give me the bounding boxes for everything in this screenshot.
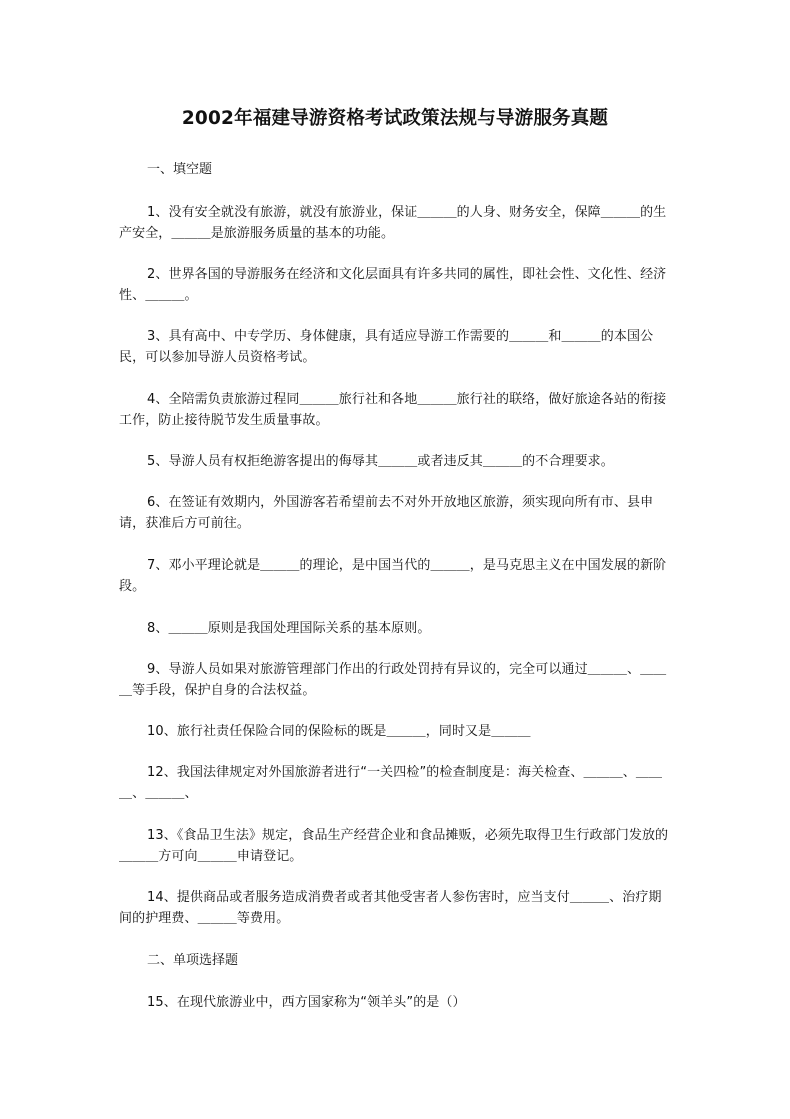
section-heading-fill-blank: 一、填空题: [147, 162, 213, 177]
question-7: 7、邓小平理论就是＿＿＿的理论，是中国当代的＿＿＿，是马克思主义在中国发展的新阶段。: [119, 558, 667, 594]
section-heading-single-choice: 二、单项选择题: [147, 953, 239, 968]
question-4: 4、全陪需负责旅游过程同＿＿＿旅行社和各地＿＿＿旅行社的联络，做好旅途各站的衔接工作，防止接待脱节发生质量事故。: [119, 392, 667, 428]
question-9: 9、导游人员如果对旅游管理部门作出的行政处罚持有异议的，完全可以通过＿＿＿、＿＿＿等手段，保护自身的合法权益。: [119, 662, 667, 698]
question-5: 5、导游人员有权拒绝游客提出的侮辱其＿＿＿或者违反其＿＿＿的不合理要求。: [147, 454, 614, 469]
question-10: 10、旅行社责任保险合同的保险标的既是＿＿＿，同时又是＿＿＿: [147, 724, 531, 739]
page-title: 2002年福建导游资格考试政策法规与导游服务真题: [181, 108, 609, 129]
question-6: 6、在签证有效期内，外国游客若希望前去不对外开放地区旅游，须实现向所有市、县申请，获准后方可前往。: [119, 495, 654, 531]
question-15: 15、在现代旅游业中，西方国家称为“领羊头”的是（）: [147, 995, 466, 1010]
question-1: 1、没有安全就没有旅游，就没有旅游业，保证＿＿＿的人身、财务安全，保障＿＿＿的生产安全，＿＿＿是旅游服务质量的基本的功能。: [119, 205, 667, 241]
question-12: 12、我国法律规定对外国旅游者进行“一关四检”的检查制度是：海关检查、＿＿＿、＿＿＿、＿＿＿、: [119, 765, 663, 801]
question-3: 3、具有高中、中专学历、身体健康，具有适应导游工作需要的＿＿＿和＿＿＿的本国公民，可以参加导游人员资格考试。: [119, 329, 654, 365]
question-14: 14、提供商品或者服务造成消费者或者其他受害者人参伤害时，应当支付＿＿＿、治疗期间的护理费、＿＿＿等费用。: [119, 890, 662, 926]
question-8: 8、＿＿＿原则是我国处理国际关系的基本原则。: [147, 621, 431, 636]
question-13: 13、《食品卫生法》规定，食品生产经营企业和食品摊贩，必须先取得卫生行政部门发放的＿＿＿方可向＿＿＿申请登记。: [119, 828, 669, 864]
question-2: 2、世界各国的导游服务在经济和文化层面具有许多共同的属性，即社会性、文化性、经济性、＿＿＿。: [119, 267, 667, 303]
